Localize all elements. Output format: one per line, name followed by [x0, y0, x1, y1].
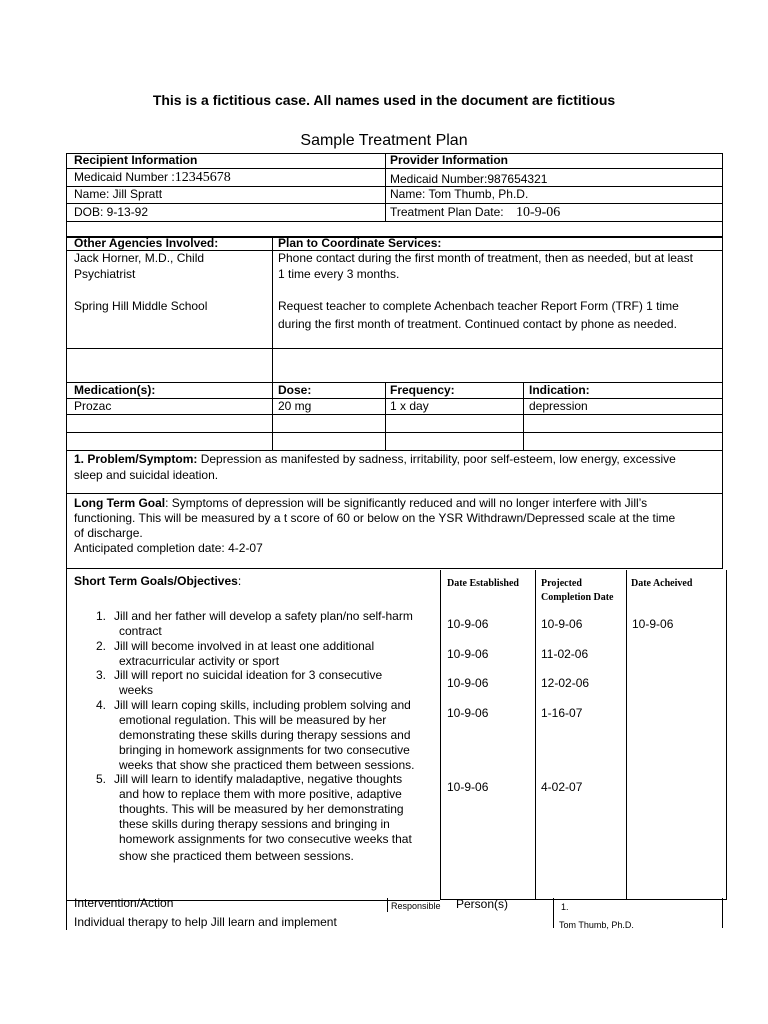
- goal-number: 2.: [96, 639, 107, 653]
- intervention-number: 1.: [561, 902, 569, 912]
- goal-text: show she practiced them between sessions.: [119, 849, 354, 863]
- goal-projected-date: 11-02-06: [541, 647, 589, 661]
- long-term-goal: [74, 496, 647, 511]
- intervention-text: Individual therapy to help Jill learn and implement: [74, 915, 337, 929]
- recipient-medicaid-label: Medicaid Number :: [74, 170, 175, 184]
- problem-label: 1. Problem/Symptom:: [74, 452, 198, 466]
- goal-projected-date: 12-02-06: [541, 676, 590, 690]
- treatment-plan-date: [390, 205, 560, 220]
- intervention-header: Intervention/Action: [74, 896, 174, 910]
- goal-text: Jill will learn coping skills, including problem solving and: [114, 698, 411, 712]
- recipient-medicaid: [74, 170, 231, 185]
- goal-text: Jill will report no suicidal ideation for 3 consecutive: [114, 668, 383, 682]
- long-term-goal-text: : Symptoms of depression will be significantly reduced and will no longer interfere with Jill’s: [165, 496, 648, 510]
- goal-text: contract: [119, 624, 162, 638]
- date-established-header: Date Established: [447, 578, 519, 589]
- goal-text: these skills during therapy sessions and bringing in: [119, 817, 390, 831]
- coordination-plan: 1 time every 3 months.: [278, 267, 400, 281]
- medication-dose: 20 mg: [278, 399, 312, 413]
- projected-header: Projected: [541, 578, 582, 589]
- goal-text: weeks that show she practiced them between sessions.: [119, 758, 415, 772]
- goal-date-established: 10-9-06: [447, 647, 489, 661]
- goal-number: 4.: [96, 698, 107, 712]
- provider-medicaid: Medicaid Number:987654321: [390, 172, 548, 186]
- completion-date-header: Completion Date: [541, 592, 614, 603]
- goal-text: weeks: [119, 683, 154, 697]
- recipient-dob: DOB: 9-13-92: [74, 205, 149, 219]
- goal-text: extracurricular activity or sport: [119, 654, 280, 668]
- goal-text: Jill will learn to identify maladaptive, negative thoughts: [114, 772, 403, 786]
- goal-number: 1.: [96, 609, 107, 623]
- responsible-label: Responsible: [391, 901, 441, 911]
- goal-projected-date: 10-9-06: [541, 617, 583, 631]
- goal-text: emotional regulation. This will be measured by her: [119, 713, 387, 727]
- long-term-goal-text: functioning. This will be measured by a t score of 60 or below on the YSR Withdrawn/Depressed scale at the time: [74, 511, 676, 525]
- goal-date-achieved: 10-9-06: [632, 617, 674, 631]
- goal-number: 3.: [96, 668, 107, 682]
- short-term-header-colon: :: [237, 574, 242, 588]
- agencies-header-label: Other Agencies Involved:: [74, 236, 219, 250]
- goal-text: homework assignments for two consecutive weeks that: [119, 832, 412, 846]
- goal-text: thoughts. This will be measured by her demonstrating: [119, 802, 404, 816]
- goal-number: 5.: [96, 772, 107, 786]
- short-term-header: [74, 574, 241, 589]
- frequency-header: Frequency:: [390, 383, 455, 397]
- persons-label: Person(s): [456, 897, 509, 911]
- recipient-medicaid-value: 12345678: [174, 170, 231, 185]
- coordination-plan: Request teacher to complete Achenbach teacher Report Form (TRF) 1 time: [278, 299, 679, 313]
- disclaimer: This is a fictitious case. All names used in the document are fictitious: [152, 92, 616, 108]
- medication-header: Medication(s):: [74, 383, 156, 397]
- coordination-plan: Phone contact during the first month of treatment, then as needed, but at least: [278, 251, 693, 265]
- short-term-header-label: Short Term Goals/Objectives: [74, 574, 238, 588]
- coordinate-header: Plan to Coordinate Services:: [278, 236, 442, 250]
- goal-date-established: 10-9-06: [447, 676, 489, 690]
- treatment-plan-date-label: Treatment Plan Date:: [390, 205, 504, 219]
- provider-header: Provider Information: [390, 153, 509, 167]
- medication-frequency: 1 x day: [390, 399, 429, 413]
- agencies-header: [74, 236, 218, 251]
- goal-text: bringing in homework assignments for two consecutive: [119, 743, 410, 757]
- goal-text: and how to replace them with more positive, adaptive: [119, 787, 402, 801]
- long-term-goal-text: of discharge.: [74, 526, 143, 540]
- goal-text: Jill will become involved in at least one additional: [114, 639, 375, 653]
- goal-projected-date: 4-02-07: [541, 780, 583, 794]
- medication-indication: depression: [529, 399, 588, 413]
- goal-date-established: 10-9-06: [447, 617, 489, 631]
- medication-name: Prozac: [74, 399, 112, 413]
- date-achieved-header: Date Acheived: [631, 578, 693, 589]
- long-term-goal-label: Long Term Goal: [74, 496, 166, 510]
- problem-text-continued: sleep and suicidal ideation.: [74, 468, 219, 482]
- dose-header: Dose:: [278, 383, 312, 397]
- goal-date-established: 10-9-06: [447, 780, 489, 794]
- anticipated-completion-date: Anticipated completion date: 4-2-07: [74, 541, 263, 555]
- agency-name: Spring Hill Middle School: [74, 299, 208, 313]
- coordination-plan: during the first month of treatment. Continued contact by phone as needed.: [278, 317, 677, 331]
- problem-symptom: [74, 452, 676, 467]
- indication-header: Indication:: [529, 383, 590, 397]
- agency-name: Psychiatrist: [74, 267, 136, 281]
- goal-text: demonstrating these skills during therapy sessions and: [119, 728, 411, 742]
- treatment-plan-date-value: 10-9-06: [515, 205, 561, 220]
- recipient-name: Name: Jill Spratt: [74, 187, 163, 201]
- provider-name: Name: Tom Thumb, Ph.D.: [390, 187, 529, 201]
- goal-text: Jill and her father will develop a safety plan/no self-harm: [114, 609, 413, 623]
- intervention-provider: Tom Thumb, Ph.D.: [559, 920, 634, 930]
- goal-projected-date: 1-16-07: [541, 706, 583, 720]
- recipient-header: Recipient Information: [74, 153, 198, 167]
- goal-date-established: 10-9-06: [447, 706, 489, 720]
- page-title: Sample Treatment Plan: [300, 132, 468, 149]
- problem-text: Depression as manifested by sadness, irritability, poor self-esteem, low energy, excessive: [197, 452, 676, 466]
- agency-name: Jack Horner, M.D., Child: [74, 251, 205, 265]
